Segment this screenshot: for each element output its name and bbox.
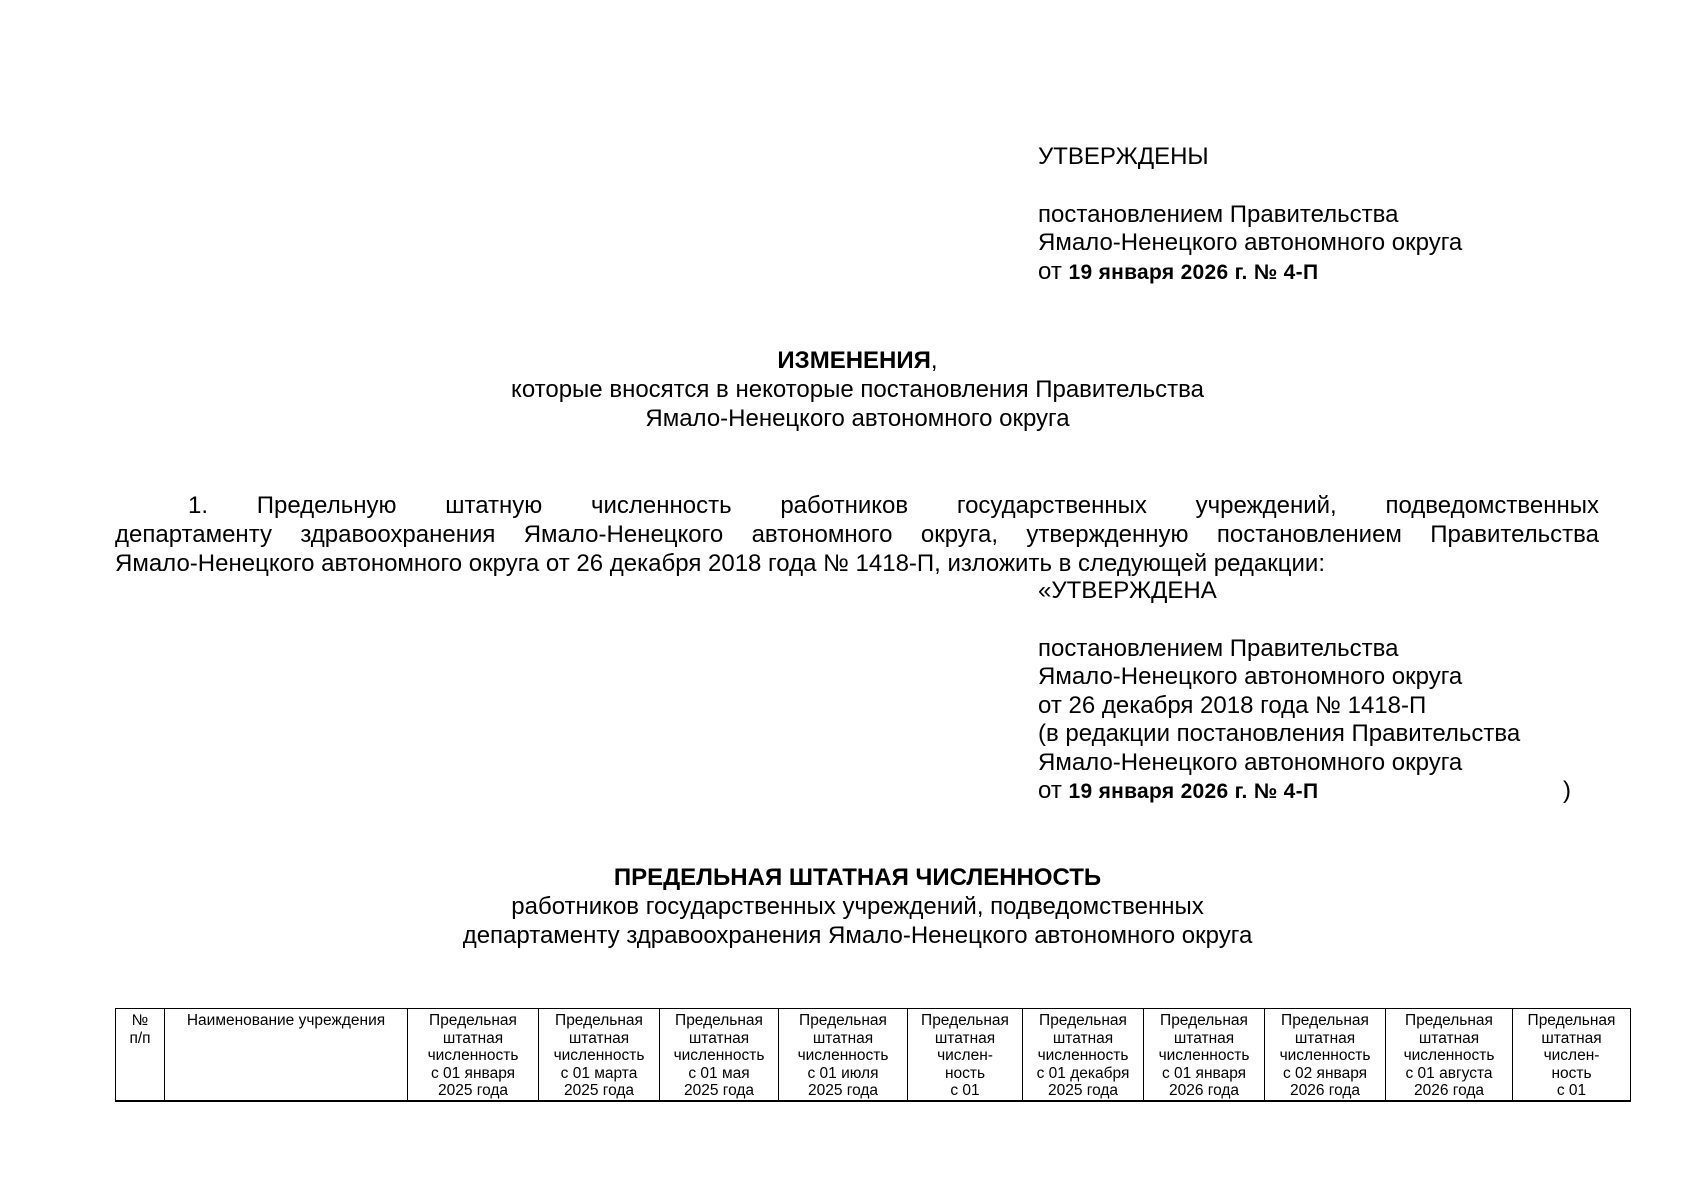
limit-heading-line2: департаменту здравоохранения Ямало-Ненецкого автономного округа bbox=[462, 922, 1253, 949]
table-header-cell-jul-2025: Предельная штатная численность с 01 июля 2025 года bbox=[779, 1009, 908, 1101]
paragraph-1 bbox=[115, 491, 1599, 578]
table-header-cell-col12: Предельная штатная числен- ность с 01 bbox=[1513, 1009, 1631, 1101]
inner-stamp-date bbox=[1038, 777, 1578, 807]
staffing-table bbox=[115, 1008, 1631, 1102]
approval-stamp-line2: Ямало-Ненецкого автономного округа bbox=[1038, 229, 1463, 256]
changes-heading-line2: Ямало-Ненецкого автономного округа bbox=[645, 405, 1070, 432]
table-header-cell-jan2-2026: Предельная штатная численность с 02 января 2026 года bbox=[1265, 1009, 1386, 1101]
paragraph-1-line1: 1. Предельную штатную численность работников государственных учреждений, подведомственных bbox=[188, 492, 1599, 519]
changes-heading-title-suffix: , bbox=[930, 347, 938, 374]
changes-heading-title-text: ИЗМЕНЕНИЯ bbox=[777, 347, 931, 374]
inner-stamp-line1: постановлением Правительства bbox=[1038, 634, 1399, 662]
table-header-cell-may-2025: Предельная штатная численность с 01 мая 2025 года bbox=[660, 1009, 779, 1101]
inner-stamp-date-prefix: от bbox=[1038, 777, 1062, 804]
table-header-cell-jan1-2026: Предельная штатная численность с 01 января 2026 года bbox=[1144, 1009, 1265, 1101]
table-header-cell-name: Наименование учреждения bbox=[165, 1009, 408, 1101]
inner-stamp bbox=[1038, 577, 1578, 807]
inner-stamp-line3: от 26 декабря 2018 года № 1418-П bbox=[1038, 691, 1427, 719]
table-header-cell-mar-2025: Предельная штатная численность с 01 марта 2025 года bbox=[539, 1009, 660, 1101]
inner-stamp-line4: (в редакции постановления Правительства bbox=[1038, 720, 1521, 747]
table-header-cell-dec-2025: Предельная штатная численность с 01 декабря 2025 года bbox=[1023, 1009, 1144, 1101]
changes-heading bbox=[0, 346, 1697, 433]
inner-stamp-date-value: 19 января 2026 г. № 4-П bbox=[1068, 780, 1319, 803]
approval-stamp-date bbox=[1038, 258, 1462, 288]
approval-stamp bbox=[1038, 143, 1462, 287]
approval-stamp-date-value: 19 января 2026 г. № 4-П bbox=[1068, 260, 1319, 284]
inner-stamp-line2: Ямало-Ненецкого автономного округа bbox=[1038, 663, 1463, 690]
approval-stamp-date-prefix: от bbox=[1038, 257, 1062, 285]
approval-stamp-title: УТВЕРЖДЕНЫ bbox=[1038, 143, 1209, 170]
limit-heading-title: ПРЕДЕЛЬНАЯ ШТАТНАЯ ЧИСЛЕННОСТЬ bbox=[613, 864, 1102, 891]
table-header-cell-aug-2026: Предельная штатная численность с 01 августа 2026 года bbox=[1386, 1009, 1513, 1101]
table-header-cell-number: № п/п bbox=[116, 1009, 165, 1101]
inner-stamp-line5: Ямало-Ненецкого автономного округа bbox=[1038, 748, 1463, 776]
paragraph-1-number: 1. bbox=[188, 492, 209, 519]
inner-stamp-closing: ) bbox=[1563, 777, 1571, 804]
paragraph-1-line3: Ямало-Ненецкого автономного округа от 26 декабря 2018 года № 1418-П, изложить в следующей редакции: bbox=[115, 550, 1326, 577]
table-header-cell-jan-2025: Предельная штатная численность с 01 января 2025 года bbox=[408, 1009, 539, 1101]
limit-heading bbox=[0, 863, 1697, 950]
inner-stamp-title: «УТВЕРЖДЕНА bbox=[1038, 577, 1217, 604]
table-header-cell-col7: Предельная штатная числен- ность с 01 bbox=[908, 1009, 1023, 1101]
approval-stamp-line1: постановлением Правительства bbox=[1038, 200, 1399, 228]
changes-heading-line1: которые вносятся в некоторые постановления Правительства bbox=[511, 376, 1204, 403]
table-header-row bbox=[116, 1009, 1631, 1101]
paragraph-1-line2: департаменту здравоохранения Ямало-Ненецкого автономного округа, утвержденную постановлением Правительства bbox=[115, 521, 1599, 548]
changes-heading-title bbox=[0, 346, 1697, 375]
limit-heading-line1: работников государственных учреждений, подведомственных bbox=[511, 893, 1204, 920]
